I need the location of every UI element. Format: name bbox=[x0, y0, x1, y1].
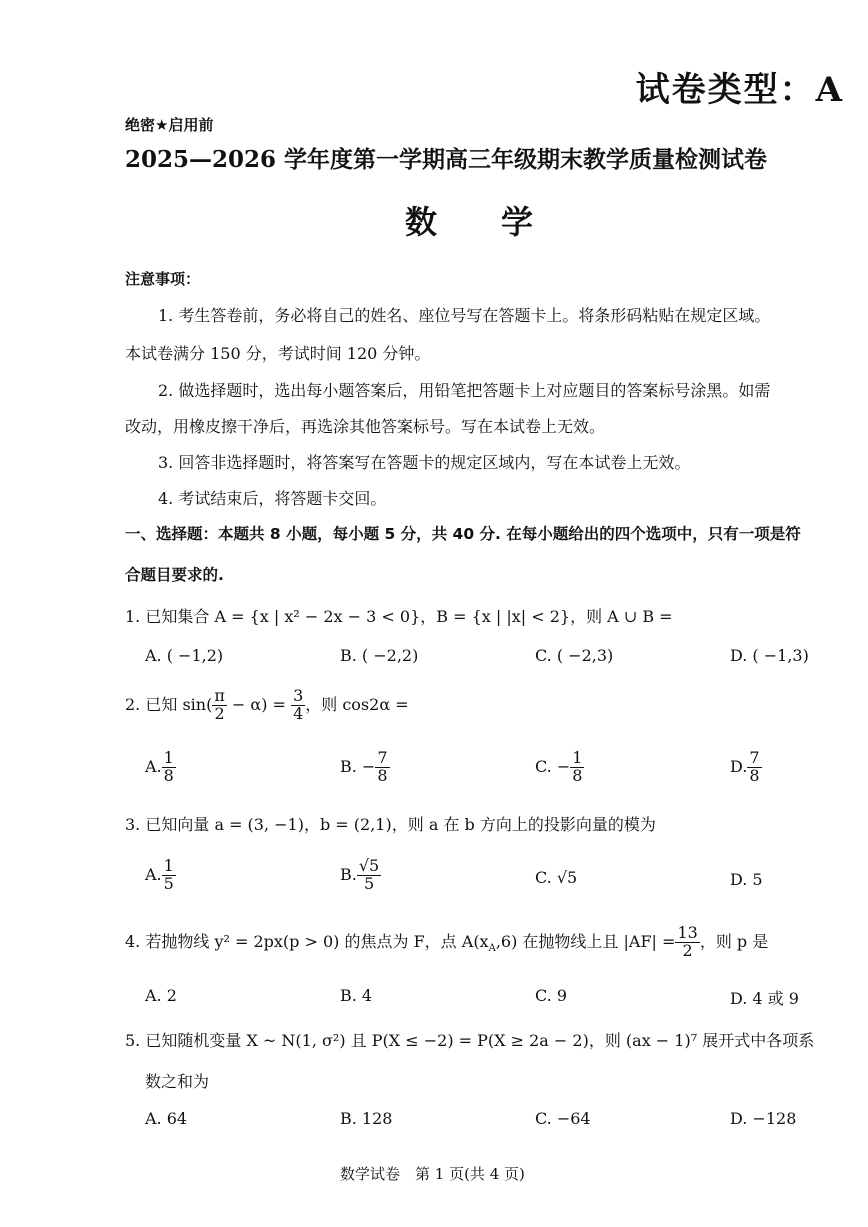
question-3-option-d: D. 5 bbox=[730, 870, 763, 889]
question-5-line-1: 5. 已知随机变量 X ~ N(1, σ²) 且 P(X ≤ −2) = P(X ≥ 2a − 2)，则 (ax − 1)⁷ 展开式中各项系 bbox=[125, 1031, 815, 1050]
note-4: 4. 考试结束后，将答题卡交回。 bbox=[158, 489, 387, 508]
question-1-option-d: D. ( −1,3) bbox=[730, 646, 809, 665]
page-footer: 数学试卷 第 1 页(共 4 页) bbox=[340, 1165, 525, 1183]
question-4-fraction: $\frac{13}{2}$ bbox=[677, 923, 698, 960]
question-2-option-c: C. − $\frac{1}{8}$ bbox=[535, 748, 583, 785]
question-2-stem bbox=[125, 688, 409, 723]
question-1-option-b: B. ( −2,2) bbox=[340, 646, 419, 665]
note-1-line-1: 1. 考生答卷前，务必将自己的姓名、座位号写在答题卡上。将条形码粘贴在规定区域。 bbox=[158, 306, 771, 325]
question-4-stem: 4. 若抛物线 y² = 2px(p > 0) 的焦点为 F，点 $A(x_A,6)$ 在抛物线上且 |AF| = $\frac{13}{2}$ ，则 p 是 bbox=[125, 923, 769, 960]
note-3: 3. 回答非选择题时，将答案写在答题卡的规定区域内，写在本试卷上无效。 bbox=[158, 453, 691, 472]
question-4-option-a: A. 2 bbox=[145, 986, 177, 1005]
question-5-option-c: C. −64 bbox=[535, 1109, 591, 1128]
note-2-line-2: 改动，用橡皮擦干净后，再选涂其他答案标号。写在本试卷上无效。 bbox=[125, 417, 606, 436]
question-5-option-a: A. 64 bbox=[145, 1109, 188, 1128]
question-2-suffix: ，则 cos2α = bbox=[305, 694, 409, 714]
question-1-option-a: A. ( −1,2) bbox=[145, 646, 224, 665]
question-4-option-c: C. 9 bbox=[535, 986, 568, 1005]
question-2-value-fraction: $\frac{3}{4}$ bbox=[293, 686, 304, 723]
question-5-option-b: B. 128 bbox=[340, 1109, 393, 1128]
note-1-line-2: 本试卷满分 150 分，考试时间 120 分钟。 bbox=[125, 344, 431, 363]
question-3-stem: 3. 已知向量 a = (3, −1)，b = (2,1)，则 a 在 b 方向上的投影向量的模为 bbox=[125, 815, 656, 834]
section-1-line-2: 合题目要求的. bbox=[125, 566, 224, 584]
question-1-stem: 1. 已知集合 A = {x | x² − 2x − 3 < 0}，B = {x | |x| < 2}，则 A ∪ B = bbox=[125, 607, 673, 626]
section-1-line-1: 一、选择题：本题共 8 小题，每小题 5 分，共 40 分. 在每小题给出的四个选项中，只有一项是符 bbox=[125, 525, 801, 543]
note-2-line-1: 2. 做选择题时，选出每小题答案后，用铅笔把答题卡上对应题目的答案标号涂黑。如需 bbox=[158, 381, 771, 400]
question-3-option-b: B. $\frac{√5}{5}$ bbox=[340, 856, 380, 893]
exam-type: 试卷类型：A bbox=[635, 70, 844, 110]
notes-heading: 注意事项： bbox=[125, 270, 201, 288]
question-5-option-d: D. −128 bbox=[730, 1109, 797, 1128]
question-2-prefix: 2. 已知 sin( bbox=[125, 694, 213, 714]
confidential-label: 绝密★启用前 bbox=[125, 116, 214, 134]
question-2-option-d: D. $\frac{7}{8}$ bbox=[730, 748, 760, 785]
question-4-option-d: D. 4 或 9 bbox=[730, 989, 799, 1008]
question-3-option-c: C. √5 bbox=[535, 868, 578, 887]
question-4-option-b: B. 4 bbox=[340, 986, 373, 1005]
exam-title: 2025—2026 学年度第一学期高三年级期末教学质量检测试卷 bbox=[125, 146, 768, 173]
question-5-line-2: 数之和为 bbox=[145, 1072, 210, 1091]
question-2-option-b: B. − $\frac{7}{8}$ bbox=[340, 748, 388, 785]
question-2-mid: − α) = bbox=[226, 694, 286, 714]
subject-title: 数 学 bbox=[405, 203, 534, 241]
question-3-option-a: A. $\frac{1}{5}$ bbox=[145, 856, 174, 893]
question-1-option-c: C. ( −2,3) bbox=[535, 646, 614, 665]
question-2-angle-fraction: $\frac{\pi}{2}$ bbox=[214, 686, 225, 723]
question-2-option-a: A. $\frac{1}{8}$ bbox=[145, 748, 174, 785]
